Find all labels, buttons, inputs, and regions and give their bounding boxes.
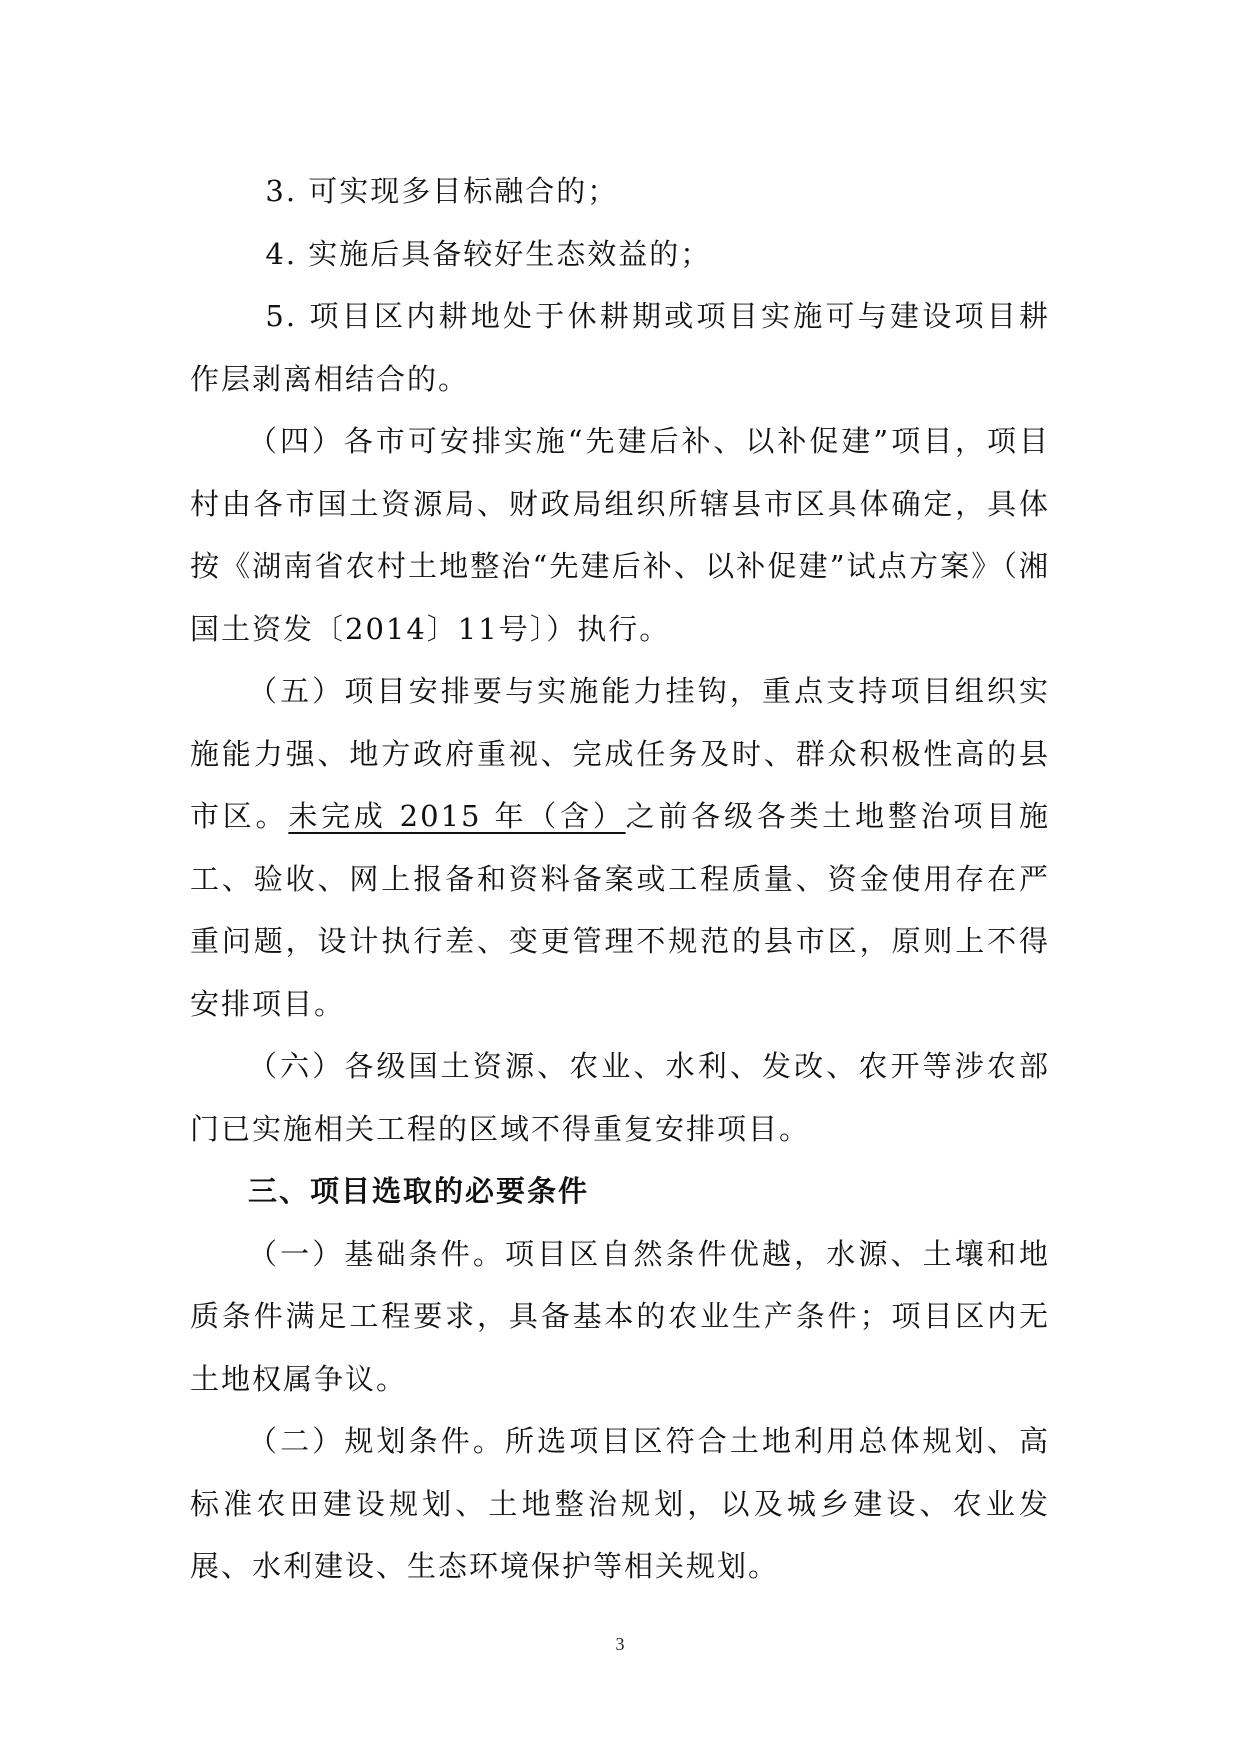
paragraph-5 xyxy=(190,660,1050,1035)
paragraph-5-rest: 之前各级各类土地整治项目施工、验收、网上报备和资料备案或工程质量、资金使用存在严重问题，设计执行差、变更管理不规范的县市区，原则上不得安排项目。 xyxy=(190,799,1050,1021)
paragraph-5-lead: （五）项目安排要与实施能力挂钩，重点支持项目组织实施能力强、地方政府重视、完成任务及时、群众积极性高的县市区。 xyxy=(190,674,1050,833)
section-heading: 三、项目选取的必要条件 xyxy=(248,1174,590,1208)
paragraph-basic-conditions: （一）基础条件。项目区自然条件优越，水源、土壤和地质条件满足工程要求，具备基本的农业生产条件；项目区内无土地权属争议。 xyxy=(190,1236,1050,1396)
list-item-4: 4. 实施后具备较好生态效益的； xyxy=(265,236,712,271)
underlined-phrase: 未完成 2015 年（含） xyxy=(288,799,626,833)
paragraph-4: （四）各市可安排实施“先建后补、以补促建”项目，项目村由各市国土资源局、财政局组织所辖县市区具体确定，具体按《湖南省农村土地整治“先建后补、以补促建”试点方案》（湘国土资发〔2014〕11号〕）执行。 xyxy=(190,424,1050,646)
paragraph-6: （六）各级国土资源、农业、水利、发改、农开等涉农部门已实施相关工程的区域不得重复安排项目。 xyxy=(190,1049,1050,1146)
body-text xyxy=(190,160,1050,1598)
list-item-5: 5. 项目区内耕地处于休耕期或项目实施可与建设项目耕作层剥离相结合的。 xyxy=(190,299,1050,396)
paragraph-planning-conditions: （二）规划条件。所选项目区符合土地利用总体规划、高标准农田建设规划、土地整治规划，以及城乡建设、农业发展、水利建设、生态环境保护等相关规划。 xyxy=(190,1424,1050,1583)
list-item-3: 3. 可实现多目标融合的； xyxy=(265,174,619,208)
page-number: 3 xyxy=(615,1634,625,1654)
